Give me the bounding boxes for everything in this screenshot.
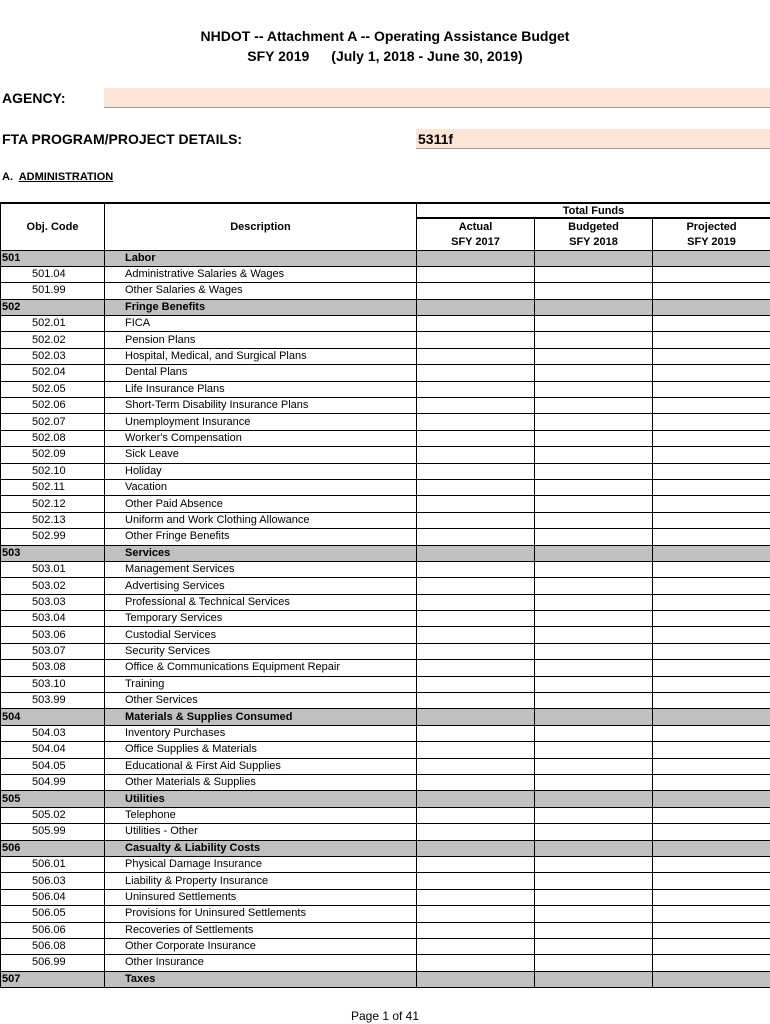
category-row xyxy=(1,971,770,987)
budgeted-cell[interactable] xyxy=(535,545,653,561)
table-row xyxy=(1,856,770,872)
table-row xyxy=(1,430,770,446)
budgeted-cell[interactable] xyxy=(535,840,653,856)
description-cell: Custodial Services xyxy=(105,627,417,643)
budgeted-cell[interactable] xyxy=(535,643,653,659)
projected-cell[interactable] xyxy=(653,447,770,463)
description-cell: Pension Plans xyxy=(105,332,417,348)
obj-code-cell: 504.03 xyxy=(1,725,105,741)
table-row xyxy=(1,922,770,938)
section-prefix: A. xyxy=(2,171,13,183)
obj-code-cell: 502.99 xyxy=(1,529,105,545)
actual-cell[interactable] xyxy=(417,709,535,725)
description-cell: Uniform and Work Clothing Allowance xyxy=(105,512,417,528)
obj-code-cell: 502.12 xyxy=(1,496,105,512)
budgeted-cell[interactable] xyxy=(535,660,653,676)
obj-code-cell: 507 xyxy=(1,971,105,987)
obj-code-cell: 506.99 xyxy=(1,955,105,971)
budgeted-cell[interactable] xyxy=(535,824,653,840)
table-row xyxy=(1,266,770,282)
budgeted-cell[interactable] xyxy=(535,938,653,954)
projected-cell[interactable] xyxy=(653,643,770,659)
projected-cell[interactable] xyxy=(653,348,770,364)
description-cell: Materials & Supplies Consumed xyxy=(105,709,417,725)
description-cell: Other Insurance xyxy=(105,955,417,971)
actual-cell[interactable] xyxy=(417,758,535,774)
obj-code-cell: 504 xyxy=(1,709,105,725)
projected-cell[interactable] xyxy=(653,561,770,577)
budgeted-cell[interactable] xyxy=(535,922,653,938)
section-heading xyxy=(2,171,113,183)
projected-cell[interactable] xyxy=(653,725,770,741)
description-cell: Hospital, Medical, and Surgical Plans xyxy=(105,348,417,364)
budgeted-cell[interactable] xyxy=(535,906,653,922)
obj-code-cell: 506.03 xyxy=(1,873,105,889)
col-header-total-funds: Total Funds xyxy=(417,203,770,218)
description-cell: Professional & Technical Services xyxy=(105,594,417,610)
projected-cell[interactable] xyxy=(653,250,770,266)
description-cell: Life Insurance Plans xyxy=(105,381,417,397)
description-cell: Training xyxy=(105,676,417,692)
projected-cell[interactable] xyxy=(653,775,770,791)
description-cell: FICA xyxy=(105,316,417,332)
budgeted-cell[interactable] xyxy=(535,709,653,725)
budgeted-cell[interactable] xyxy=(535,611,653,627)
table-row xyxy=(1,463,770,479)
projected-cell[interactable] xyxy=(653,578,770,594)
budgeted-cell[interactable] xyxy=(535,250,653,266)
actual-cell[interactable] xyxy=(417,856,535,872)
projected-cell[interactable] xyxy=(653,283,770,299)
projected-cell[interactable] xyxy=(653,840,770,856)
description-cell: Telephone xyxy=(105,807,417,823)
obj-code-cell: 502.05 xyxy=(1,381,105,397)
budgeted-cell[interactable] xyxy=(535,496,653,512)
obj-code-cell: 505.02 xyxy=(1,807,105,823)
category-row xyxy=(1,709,770,725)
projected-cell[interactable] xyxy=(653,365,770,381)
actual-cell[interactable] xyxy=(417,348,535,364)
budgeted-cell[interactable] xyxy=(535,398,653,414)
description-cell: Physical Damage Insurance xyxy=(105,856,417,872)
actual-cell[interactable] xyxy=(417,938,535,954)
obj-code-cell: 502.08 xyxy=(1,430,105,446)
projected-cell[interactable] xyxy=(653,463,770,479)
table-row xyxy=(1,561,770,577)
actual-cell[interactable] xyxy=(417,807,535,823)
actual-cell[interactable] xyxy=(417,594,535,610)
actual-cell[interactable] xyxy=(417,889,535,905)
obj-code-cell: 502 xyxy=(1,299,105,315)
description-cell: Services xyxy=(105,545,417,561)
obj-code-cell: 502.02 xyxy=(1,332,105,348)
projected-cell[interactable] xyxy=(653,496,770,512)
budgeted-cell[interactable] xyxy=(535,561,653,577)
actual-cell[interactable] xyxy=(417,299,535,315)
table-row xyxy=(1,283,770,299)
actual-cell[interactable] xyxy=(417,447,535,463)
actual-cell[interactable] xyxy=(417,332,535,348)
budgeted-cell[interactable] xyxy=(535,578,653,594)
projected-cell[interactable] xyxy=(653,529,770,545)
actual-cell[interactable] xyxy=(417,611,535,627)
projected-cell[interactable] xyxy=(653,709,770,725)
projected-cell[interactable] xyxy=(653,512,770,528)
obj-code-cell: 504.99 xyxy=(1,775,105,791)
projected-cell[interactable] xyxy=(653,807,770,823)
actual-cell[interactable] xyxy=(417,529,535,545)
actual-cell[interactable] xyxy=(417,365,535,381)
projected-cell[interactable] xyxy=(653,758,770,774)
obj-code-cell: 503.99 xyxy=(1,693,105,709)
obj-code-cell: 502.13 xyxy=(1,512,105,528)
description-cell: Provisions for Uninsured Settlements xyxy=(105,906,417,922)
table-row xyxy=(1,316,770,332)
budgeted-cell[interactable] xyxy=(535,873,653,889)
budgeted-cell[interactable] xyxy=(535,414,653,430)
actual-cell[interactable] xyxy=(417,824,535,840)
projected-cell[interactable] xyxy=(653,299,770,315)
actual-cell[interactable] xyxy=(417,922,535,938)
obj-code-cell: 503.03 xyxy=(1,594,105,610)
budgeted-cell[interactable] xyxy=(535,889,653,905)
obj-code-cell: 505 xyxy=(1,791,105,807)
obj-code-cell: 503.10 xyxy=(1,676,105,692)
actual-cell[interactable] xyxy=(417,414,535,430)
table-row xyxy=(1,807,770,823)
budgeted-cell[interactable] xyxy=(535,512,653,528)
budgeted-cell[interactable] xyxy=(535,316,653,332)
table-row xyxy=(1,873,770,889)
projected-cell[interactable] xyxy=(653,676,770,692)
actual-cell[interactable] xyxy=(417,775,535,791)
projected-cell[interactable] xyxy=(653,742,770,758)
budgeted-cell[interactable] xyxy=(535,627,653,643)
col-header-projected-year: SFY 2019 xyxy=(653,234,770,250)
table-row xyxy=(1,660,770,676)
actual-cell[interactable] xyxy=(417,283,535,299)
budgeted-cell[interactable] xyxy=(535,479,653,495)
budgeted-cell[interactable] xyxy=(535,283,653,299)
category-row xyxy=(1,840,770,856)
description-cell: Other Materials & Supplies xyxy=(105,775,417,791)
fta-details-input[interactable] xyxy=(416,129,770,149)
budgeted-cell[interactable] xyxy=(535,775,653,791)
description-cell: Other Salaries & Wages xyxy=(105,283,417,299)
projected-cell[interactable] xyxy=(653,873,770,889)
obj-code-cell: 501.04 xyxy=(1,266,105,282)
description-cell: Liability & Property Insurance xyxy=(105,873,417,889)
budgeted-cell[interactable] xyxy=(535,791,653,807)
projected-cell[interactable] xyxy=(653,791,770,807)
document-title: NHDOT -- Attachment A -- Operating Assistance Budget xyxy=(200,28,570,44)
description-cell: Educational & First Aid Supplies xyxy=(105,758,417,774)
table-row xyxy=(1,742,770,758)
table-row xyxy=(1,693,770,709)
actual-cell[interactable] xyxy=(417,660,535,676)
table-row xyxy=(1,447,770,463)
actual-cell[interactable] xyxy=(417,955,535,971)
actual-cell[interactable] xyxy=(417,693,535,709)
description-cell: Casualty & Liability Costs xyxy=(105,840,417,856)
budgeted-cell[interactable] xyxy=(535,348,653,364)
description-cell: Uninsured Settlements xyxy=(105,889,417,905)
obj-code-cell: 502.10 xyxy=(1,463,105,479)
actual-cell[interactable] xyxy=(417,873,535,889)
actual-cell[interactable] xyxy=(417,381,535,397)
projected-cell[interactable] xyxy=(653,627,770,643)
obj-code-cell: 506.04 xyxy=(1,889,105,905)
actual-cell[interactable] xyxy=(417,430,535,446)
projected-cell[interactable] xyxy=(653,266,770,282)
obj-code-cell: 502.11 xyxy=(1,479,105,495)
obj-code-cell: 503.08 xyxy=(1,660,105,676)
description-cell: Other Services xyxy=(105,693,417,709)
budgeted-cell[interactable] xyxy=(535,430,653,446)
category-row xyxy=(1,791,770,807)
table-row xyxy=(1,348,770,364)
projected-cell[interactable] xyxy=(653,545,770,561)
description-cell: Utilities xyxy=(105,791,417,807)
table-row xyxy=(1,938,770,954)
fiscal-year: SFY 2019 xyxy=(247,48,310,64)
table-row xyxy=(1,398,770,414)
budget-table xyxy=(0,202,770,988)
table-row xyxy=(1,479,770,495)
budgeted-cell[interactable] xyxy=(535,594,653,610)
description-cell: Advertising Services xyxy=(105,578,417,594)
actual-cell[interactable] xyxy=(417,725,535,741)
obj-code-cell: 503.06 xyxy=(1,627,105,643)
projected-cell[interactable] xyxy=(653,906,770,922)
obj-code-cell: 502.03 xyxy=(1,348,105,364)
actual-cell[interactable] xyxy=(417,971,535,987)
table-row xyxy=(1,824,770,840)
table-row xyxy=(1,611,770,627)
table-row xyxy=(1,627,770,643)
table-row xyxy=(1,906,770,922)
projected-cell[interactable] xyxy=(653,479,770,495)
projected-cell[interactable] xyxy=(653,316,770,332)
obj-code-cell: 503.07 xyxy=(1,643,105,659)
budgeted-cell[interactable] xyxy=(535,529,653,545)
obj-code-cell: 503.02 xyxy=(1,578,105,594)
description-cell: Unemployment Insurance xyxy=(105,414,417,430)
col-header-description: Description xyxy=(105,203,417,250)
table-row xyxy=(1,758,770,774)
description-cell: Other Corporate Insurance xyxy=(105,938,417,954)
description-cell: Labor xyxy=(105,250,417,266)
actual-cell[interactable] xyxy=(417,398,535,414)
projected-cell[interactable] xyxy=(653,693,770,709)
budgeted-cell[interactable] xyxy=(535,758,653,774)
description-cell: Recoveries of Settlements xyxy=(105,922,417,938)
actual-cell[interactable] xyxy=(417,840,535,856)
description-cell: Other Fringe Benefits xyxy=(105,529,417,545)
table-row xyxy=(1,578,770,594)
table-row xyxy=(1,414,770,430)
col-header-budgeted: Budgeted xyxy=(535,218,653,234)
table-row xyxy=(1,676,770,692)
projected-cell[interactable] xyxy=(653,889,770,905)
budgeted-cell[interactable] xyxy=(535,299,653,315)
projected-cell[interactable] xyxy=(653,971,770,987)
projected-cell[interactable] xyxy=(653,955,770,971)
budgeted-cell[interactable] xyxy=(535,266,653,282)
document-subtitle xyxy=(0,48,770,64)
obj-code-cell: 503.04 xyxy=(1,611,105,627)
description-cell: Temporary Services xyxy=(105,611,417,627)
agency-input[interactable] xyxy=(104,88,770,108)
obj-code-cell: 506.08 xyxy=(1,938,105,954)
obj-code-cell: 501 xyxy=(1,250,105,266)
table-row xyxy=(1,365,770,381)
col-header-actual: Actual xyxy=(417,218,535,234)
actual-cell[interactable] xyxy=(417,578,535,594)
actual-cell[interactable] xyxy=(417,627,535,643)
table-row xyxy=(1,512,770,528)
table-row xyxy=(1,496,770,512)
actual-cell[interactable] xyxy=(417,316,535,332)
budgeted-cell[interactable] xyxy=(535,955,653,971)
actual-cell[interactable] xyxy=(417,545,535,561)
budgeted-cell[interactable] xyxy=(535,971,653,987)
projected-cell[interactable] xyxy=(653,660,770,676)
actual-cell[interactable] xyxy=(417,496,535,512)
col-header-projected: Projected xyxy=(653,218,770,234)
budgeted-cell[interactable] xyxy=(535,332,653,348)
actual-cell[interactable] xyxy=(417,791,535,807)
category-row xyxy=(1,545,770,561)
obj-code-cell: 505.99 xyxy=(1,824,105,840)
actual-cell[interactable] xyxy=(417,643,535,659)
description-cell: Utilities - Other xyxy=(105,824,417,840)
col-header-budgeted-year: SFY 2018 xyxy=(535,234,653,250)
budgeted-cell[interactable] xyxy=(535,463,653,479)
col-header-actual-year: SFY 2017 xyxy=(417,234,535,250)
projected-cell[interactable] xyxy=(653,332,770,348)
description-cell: Administrative Salaries & Wages xyxy=(105,266,417,282)
description-cell: Vacation xyxy=(105,479,417,495)
projected-cell[interactable] xyxy=(653,594,770,610)
description-cell: Office & Communications Equipment Repair xyxy=(105,660,417,676)
projected-cell[interactable] xyxy=(653,430,770,446)
budgeted-cell[interactable] xyxy=(535,447,653,463)
table-row xyxy=(1,381,770,397)
actual-cell[interactable] xyxy=(417,561,535,577)
budgeted-cell[interactable] xyxy=(535,807,653,823)
budgeted-cell[interactable] xyxy=(535,725,653,741)
description-cell: Worker's Compensation xyxy=(105,430,417,446)
actual-cell[interactable] xyxy=(417,906,535,922)
budgeted-cell[interactable] xyxy=(535,365,653,381)
obj-code-cell: 501.99 xyxy=(1,283,105,299)
fiscal-date-range: (July 1, 2018 - June 30, 2019) xyxy=(331,48,523,64)
description-cell: Dental Plans xyxy=(105,365,417,381)
budgeted-cell[interactable] xyxy=(535,742,653,758)
budgeted-cell[interactable] xyxy=(535,856,653,872)
table-row xyxy=(1,889,770,905)
description-cell: Management Services xyxy=(105,561,417,577)
col-header-obj-code: Obj. Code xyxy=(1,203,105,250)
actual-cell[interactable] xyxy=(417,479,535,495)
projected-cell[interactable] xyxy=(653,938,770,954)
projected-cell[interactable] xyxy=(653,381,770,397)
table-row xyxy=(1,725,770,741)
table-row xyxy=(1,332,770,348)
obj-code-cell: 506 xyxy=(1,840,105,856)
actual-cell[interactable] xyxy=(417,742,535,758)
description-cell: Holiday xyxy=(105,463,417,479)
description-cell: Fringe Benefits xyxy=(105,299,417,315)
budgeted-cell[interactable] xyxy=(535,676,653,692)
category-row xyxy=(1,299,770,315)
actual-cell[interactable] xyxy=(417,266,535,282)
obj-code-cell: 504.04 xyxy=(1,742,105,758)
projected-cell[interactable] xyxy=(653,922,770,938)
description-cell: Short-Term Disability Insurance Plans xyxy=(105,398,417,414)
agency-label: AGENCY: xyxy=(2,90,66,106)
description-cell: Security Services xyxy=(105,643,417,659)
description-cell: Other Paid Absence xyxy=(105,496,417,512)
actual-cell[interactable] xyxy=(417,512,535,528)
section-title: ADMINISTRATION xyxy=(18,171,114,183)
obj-code-cell: 502.01 xyxy=(1,316,105,332)
projected-cell[interactable] xyxy=(653,398,770,414)
table-row xyxy=(1,529,770,545)
obj-code-cell: 503 xyxy=(1,545,105,561)
category-row xyxy=(1,250,770,266)
obj-code-cell: 502.04 xyxy=(1,365,105,381)
budgeted-cell[interactable] xyxy=(535,381,653,397)
obj-code-cell: 502.07 xyxy=(1,414,105,430)
actual-cell[interactable] xyxy=(417,676,535,692)
obj-code-cell: 502.06 xyxy=(1,398,105,414)
budgeted-cell[interactable] xyxy=(535,693,653,709)
fta-details-value: 5311f xyxy=(418,131,454,147)
actual-cell[interactable] xyxy=(417,463,535,479)
table-row xyxy=(1,775,770,791)
description-cell: Taxes xyxy=(105,971,417,987)
obj-code-cell: 506.01 xyxy=(1,856,105,872)
actual-cell[interactable] xyxy=(417,250,535,266)
fta-details-label: FTA PROGRAM/PROJECT DETAILS: xyxy=(2,131,243,147)
page-number: Page 1 of 41 xyxy=(350,1009,420,1023)
obj-code-cell: 506.05 xyxy=(1,906,105,922)
obj-code-cell: 503.01 xyxy=(1,561,105,577)
description-cell: Inventory Purchases xyxy=(105,725,417,741)
table-row xyxy=(1,643,770,659)
projected-cell[interactable] xyxy=(653,611,770,627)
projected-cell[interactable] xyxy=(653,856,770,872)
obj-code-cell: 506.06 xyxy=(1,922,105,938)
projected-cell[interactable] xyxy=(653,414,770,430)
description-cell: Sick Leave xyxy=(105,447,417,463)
projected-cell[interactable] xyxy=(653,824,770,840)
description-cell: Office Supplies & Materials xyxy=(105,742,417,758)
table-row xyxy=(1,594,770,610)
obj-code-cell: 504.05 xyxy=(1,758,105,774)
table-row xyxy=(1,955,770,971)
obj-code-cell: 502.09 xyxy=(1,447,105,463)
